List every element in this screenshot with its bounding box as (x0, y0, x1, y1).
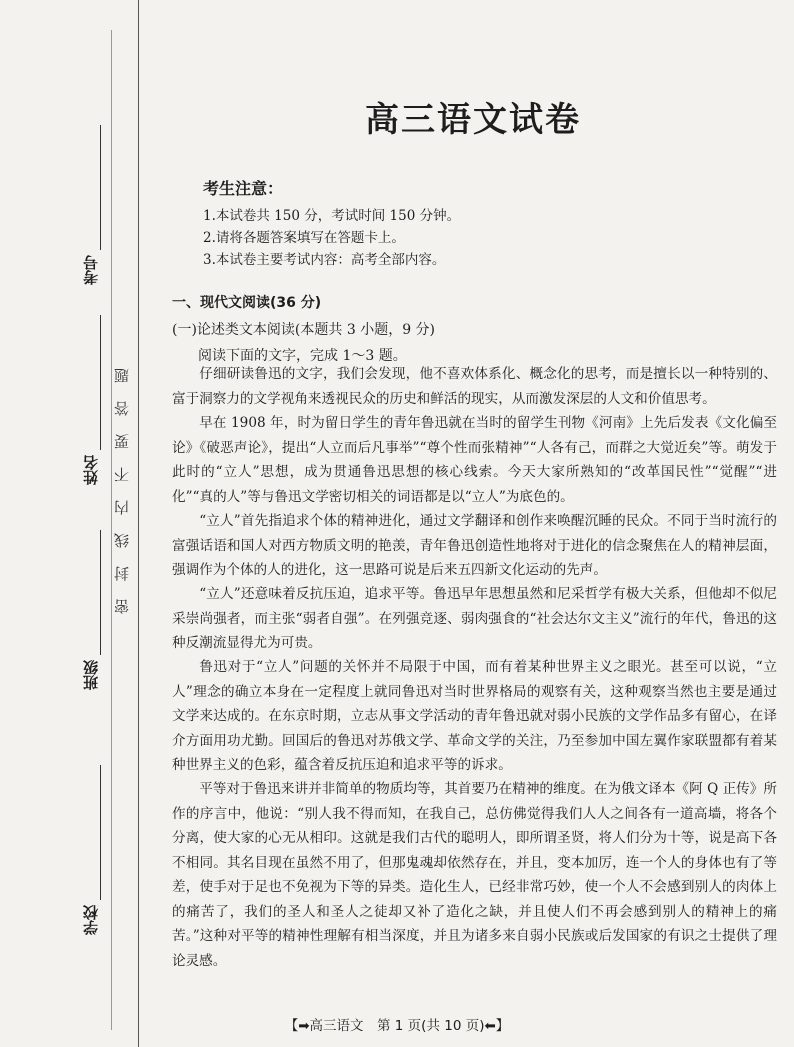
section-heading: 一、现代文阅读(36 分) (172, 295, 322, 311)
passage-paragraph: 早在 1908 年，时为留日学生的青年鲁迅就在当时的留学生刊物《河南》上先后发表《文化偏至论》《破恶声论》，提出“人立而后凡事举”“尊个性而张精神”“人各有己，而群之大觉近矣”等。萌发于此时的“立人”思想，成为贯通鲁迅思想的核心线索。今天大家所熟知的“改革国民性”“觉醒”“进化”“真的人”等与鲁迅文学密切相关的词语都是以“立人”为底色的。 (172, 415, 777, 505)
passage-paragraph: “立人”首先指追求个体的精神进化，通过文学翻译和创作来唤醒沉睡的民众。不同于当时流行的富强话语和国人对西方物质文明的艳羡，青年鲁迅创造性地将对于进化的信念聚焦在人的精神层面，强调作为个体的人的进化，这一思路可说是后来五四新文化运动的先声。 (172, 513, 777, 578)
notice-item: 2.请将各题答案填写在答题卡上。 (203, 230, 405, 246)
school-field[interactable] (60, 765, 140, 945)
school-line (100, 765, 101, 900)
exam-number-label: 考号 (82, 255, 100, 285)
notice-heading: 考生注意： (203, 179, 284, 198)
school-label: 学校 (82, 905, 100, 935)
binding-margin (0, 0, 140, 1047)
notice-item: 1.本试卷共 150 分，考试时间 150 分钟。 (203, 208, 461, 224)
reading-instruction: 阅读下面的文字，完成 1～3 题。 (198, 348, 407, 364)
page-footer: 【➡高三语文 第 1 页(共 10 页)⬅】 (284, 1018, 510, 1034)
passage-paragraph: 鲁迅对于“立人”问题的关怀并不局限于中国，而有着某种世界主义之眼光。甚至可以说，“立人”理念的确立本身在一定程度上就同鲁迅对当时世界格局的观察有关，这种观察当然也主要是通过文学来达成的。在东京时期，立志从事文学活动的青年鲁迅就对弱小民族的文学作品多有留心，在译介方面用功尤勤。回国后的鲁迅对苏俄文学、革命文学的关注，乃至参加中国左翼作家联盟都有着某种世界主义的色彩，蕴含着反抗压迫和追求平等的诉求。 (172, 659, 777, 773)
passage-paragraph: 平等对于鲁迅来讲并非简单的物质均等，其首要乃在精神的维度。在为俄文译本《阿 Q 正传》所作的序言中，他说：“别人我不得而知，在我自己，总仿佛觉得我们人人之间各有一道高墙，将各个分离，使大家的心无从相印。这就是我们古代的聪明人，即所谓圣贤，将人们分为十等，说是高下各不相同。其名目现在虽然不用了，但那鬼魂却依然存在，并且，变本加厉，连一个人的身体也有了等差，使手对于足也不免视为下等的异类。造化生人，已经非常巧妙，使一个人不会感到别人的肉体上的痛苦了，我们的圣人和圣人之徒却又补了造化之缺，并且使人们不再会感到别人的精神上的痛苦。”这种对平等的精神性理解有相当深度，并且为诸多来自弱小民族或后发国家的有识之士提供了理论灵感。 (172, 781, 777, 969)
passage-paragraph: “立人”还意味着反抗压迫，追求平等。鲁迅早年思想虽然和尼采哲学有极大关系，但他却不似尼采崇尚强者，而主张“弱者自强”。在列强竞逐、弱肉强食的“社会达尔文主义”流行的年代，鲁迅的这种反潮流显得尤为可贵。 (172, 586, 777, 651)
page-title: 高三语文试卷 (365, 100, 581, 140)
class-line (100, 530, 101, 655)
class-label: 班级 (82, 660, 100, 690)
name-line (100, 315, 101, 450)
subsection-heading: (一)论述类文本阅读(本题共 3 小题，9 分) (172, 322, 436, 338)
exam-number-line (100, 125, 101, 250)
exam-number-field[interactable] (60, 125, 140, 285)
seal-instruction: 密封线内不要答题 (113, 350, 131, 614)
notice-item: 3.本试卷主要考试内容：高考全部内容。 (203, 252, 446, 268)
name-label: 姓名 (82, 455, 100, 485)
passage-paragraph: 仔细研读鲁迅的文字，我们会发现，他不喜欢体系化、概念化的思考，而是擅长以一种特别的、富于洞察力的文学视角来透视民众的历史和鲜活的现实，从而激发深层的人文和价值思考。 (172, 366, 777, 407)
